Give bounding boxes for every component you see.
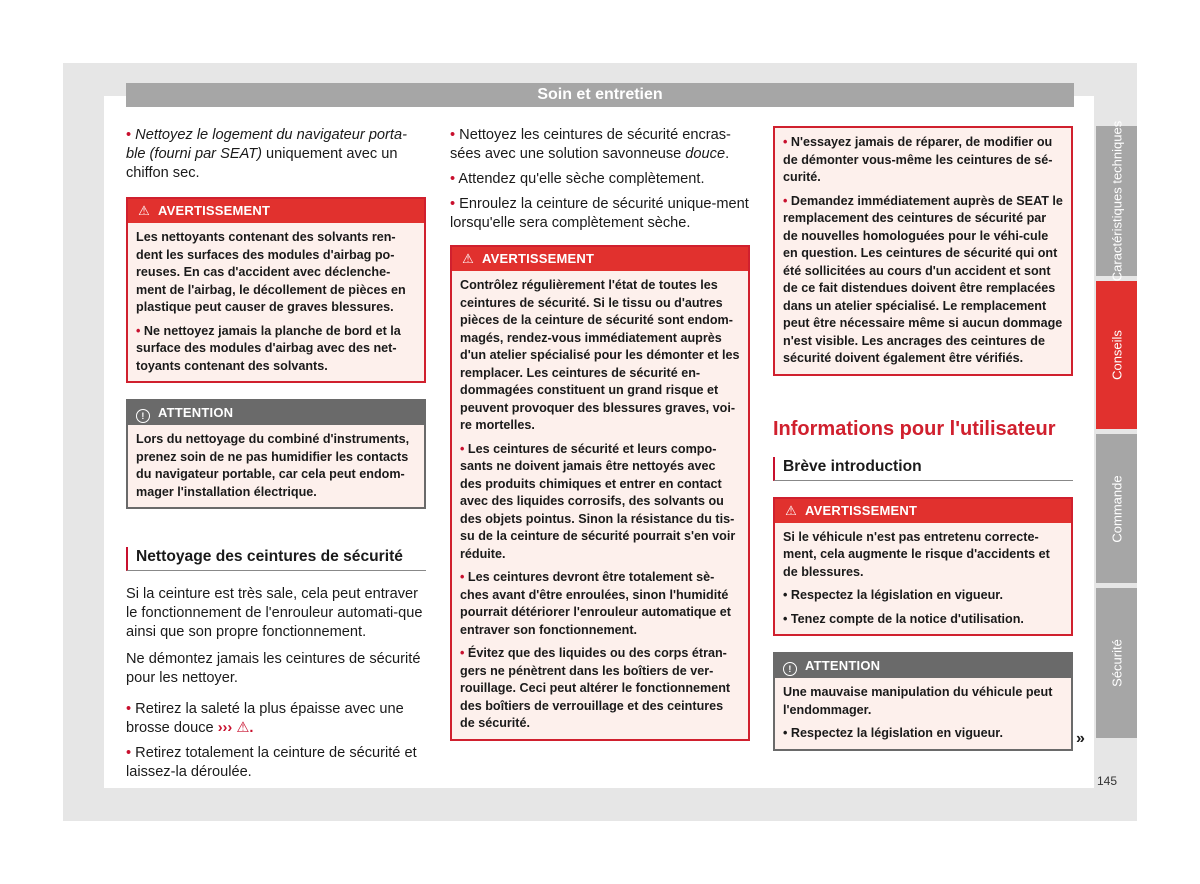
warning-body [775, 523, 1071, 635]
tab-label: Conseils [1109, 330, 1124, 380]
attention-text: Une mauvaise manipulation du véhicule peut l'endommager. [783, 685, 1053, 717]
list-item-text: Nettoyez les ceintures de sécurité encras-sées avec une solution savonneuse [450, 127, 731, 162]
section-heading: Nettoyage des ceintures de sécurité [126, 547, 426, 571]
bullet-icon: • [450, 196, 456, 212]
warning-item [783, 611, 1063, 629]
warning-text: Les nettoyants contenant des solvants ren-dent les surfaces des modules d'airbag po-reuses. En cas d'accident avec déclenche-ment de l'airbag, le décollement de pièces en plastique peut causer de graves blessures. [136, 230, 406, 314]
bullet-icon: • [460, 646, 465, 660]
warning-body [452, 271, 748, 739]
attention-header [775, 654, 1071, 678]
warning-item-text: Tenez compte de la notice d'utilisation. [790, 611, 1024, 626]
warning-item-text: Ne nettoyez jamais la planche de bord et la surface des modules d'airbag avec des net-toyants contenant des solvants. [136, 323, 401, 373]
warning-item [460, 645, 740, 733]
tab-label: Sécurité [1109, 639, 1124, 687]
warning-title: AVERTISSEMENT [805, 502, 918, 518]
bullet-icon: • [460, 570, 465, 584]
attention-body: Lors du nettoyage du combiné d'instruments, prenez soin de ne pas humidifier les contacts du navigateur portable, car cela peut endom-mager l'installation électrique. [136, 432, 410, 499]
list-item [126, 700, 426, 738]
continue-arrow-icon: » [1076, 730, 1085, 747]
warning-box [126, 197, 426, 383]
list-item [450, 170, 750, 189]
tab-label: Commande [1109, 474, 1124, 543]
attention-title: ATTENTION [158, 405, 234, 420]
intro-paragraph [126, 126, 426, 183]
attention-item [783, 725, 1063, 743]
page-header: Soin et entretien [126, 83, 1074, 107]
bullet-icon: • [126, 701, 132, 717]
warning-item-text: Les ceintures de sécurité et leurs compo-sants ne doivent jamais être nettoyés avec des produits chimiques et entrer en contact avec des liquides corrosifs, des solvants ou des objets pointus. Sinon la résistance du tis-su de la ceinture de sécurité pourrait s'en voir réduite. [460, 441, 736, 561]
section-title: Informations pour l'utilisateur [773, 417, 1056, 440]
list-item [450, 195, 750, 233]
warning-item [783, 193, 1063, 368]
attention-body [775, 678, 1071, 749]
bullet-icon: • [126, 127, 132, 143]
list-item-text: Attendez qu'elle sèche complètement. [458, 171, 705, 187]
warning-header [452, 247, 748, 271]
warning-title: AVERTISSEMENT [158, 203, 271, 218]
bullet-icon: • [450, 171, 456, 187]
attention-box [126, 399, 426, 509]
list-item-end: . [725, 146, 730, 162]
tab-conseils[interactable] [1096, 281, 1137, 429]
column-3 [773, 126, 1073, 751]
warning-icon: ⚠ [785, 502, 797, 518]
warning-item [460, 441, 740, 564]
list-item-text: Enroulez la ceinture de sécurité unique-ment lorsqu'elle sera complètement sèche. [450, 196, 749, 231]
paragraph: Si la ceinture est très sale, cela peut entraver le fonctionnement de l'enrouleur automati-que ainsi que son propre fonctionnement. [126, 586, 423, 640]
info-icon: ! [136, 409, 150, 423]
warning-box-continued [773, 126, 1073, 376]
warning-text: Contrôlez régulièrement l'état de toutes les ceintures de sécurité. Si le tissu ou d'autres pièces de la ceinture de sécurité sont endom-magés, rendez-vous immédiatement auprès d'un atelier spécialisé pour les démonter et les remplacer. Les ceintures de sécurité en-dommagées constituent un grand risque et peuvent provoquer des blessures graves, voi-re mortelles. [460, 278, 740, 432]
subsection-heading: Brève introduction [773, 457, 1073, 481]
intro-italic: Nettoyez le logement du navigateur porta-ble (fourni par SEAT) [126, 127, 407, 162]
italic-text: douce [685, 146, 726, 162]
warning-header [775, 499, 1071, 523]
bullet-icon: • [126, 745, 132, 761]
warning-item [783, 587, 1063, 605]
page-number: 145 [1097, 774, 1118, 788]
column-2 [450, 126, 750, 741]
bullet-icon: • [783, 193, 788, 208]
cross-reference: ››› ⚠. [217, 720, 254, 736]
tab-securite[interactable] [1096, 588, 1137, 738]
warning-item-text: N'essayez jamais de réparer, de modifier ou de démonter vous-même les ceintures de sé-curité. [783, 135, 1053, 184]
attention-title: ATTENTION [805, 658, 881, 673]
warning-text: Si le véhicule n'est pas entretenu correcte-ment, cela augmente le risque d'accidents et de blessures. [783, 529, 1050, 579]
warning-box [450, 245, 750, 741]
bullet-icon: • [783, 611, 788, 626]
bullet-icon: • [450, 127, 456, 143]
column-1 [126, 126, 426, 788]
tab-commande[interactable] [1096, 434, 1137, 583]
warning-item-text: Demandez immédiatement auprès de SEAT le remplacement des ceintures de sécurité par de nouvelles homologuées pour le véhi-cule en question. Les ceintures de sécurité qui ont été sollicitées au cours d'un accident et sont de ce fait distendues doivent être remplacées dans un atelier spécialisé. Le remplacement peut être nécessaire même si aucun dommage n'est visible. Les ancrages des ceintures de sécurité doivent également être vérifiés. [783, 193, 1063, 365]
warning-item [783, 134, 1063, 187]
intro-rest: uniquement avec un chiffon sec. [126, 146, 398, 181]
tab-label: Caractéristiques techniques [1109, 120, 1124, 282]
warning-item-text: Évitez que des liquides ou des corps étran-gers ne pénètrent dans les boîtiers de ver-rouillage. Ceci peut altérer le fonctionnement des boîtiers de verrouillage et des ceintures de sécurité. [460, 646, 731, 730]
tab-caracteristiques-techniques[interactable] [1096, 120, 1137, 282]
warning-item-text: Respectez la législation en vigueur. [790, 588, 1003, 602]
bullet-icon: • [136, 323, 141, 338]
warning-item [460, 569, 740, 639]
warning-title: AVERTISSEMENT [482, 251, 595, 266]
bullet-icon: • [460, 441, 465, 456]
paragraph: Ne démontez jamais les ceintures de sécurité pour les nettoyer. [126, 651, 421, 686]
warning-box [773, 497, 1073, 637]
list-item [126, 744, 426, 782]
warning-body [128, 223, 424, 381]
bullet-icon: • [783, 726, 788, 740]
warning-body [775, 128, 1071, 374]
attention-item-text: Respectez la législation en vigueur. [790, 726, 1003, 740]
warning-item-text: Les ceintures devront être totalement sè-ches avant d'être enroulées, sinon l'humidité pourrait détériorer l'enrouleur automatique et entraver son fonctionnement. [460, 570, 732, 637]
list-item-text: Retirez totalement la ceinture de sécurité et laissez-la déroulée. [126, 745, 417, 780]
list-item-text: Retirez la saleté la plus épaisse avec une brosse douce [126, 701, 404, 736]
attention-header [128, 401, 424, 425]
warning-item [136, 323, 416, 376]
warning-header [128, 199, 424, 223]
warning-icon: ⚠ [138, 203, 150, 218]
list-item [450, 126, 750, 164]
bullet-icon: • [783, 135, 788, 149]
bullet-icon: • [783, 588, 788, 602]
warning-icon: ⚠ [462, 251, 474, 266]
attention-box [773, 652, 1073, 751]
info-icon: ! [783, 662, 797, 676]
